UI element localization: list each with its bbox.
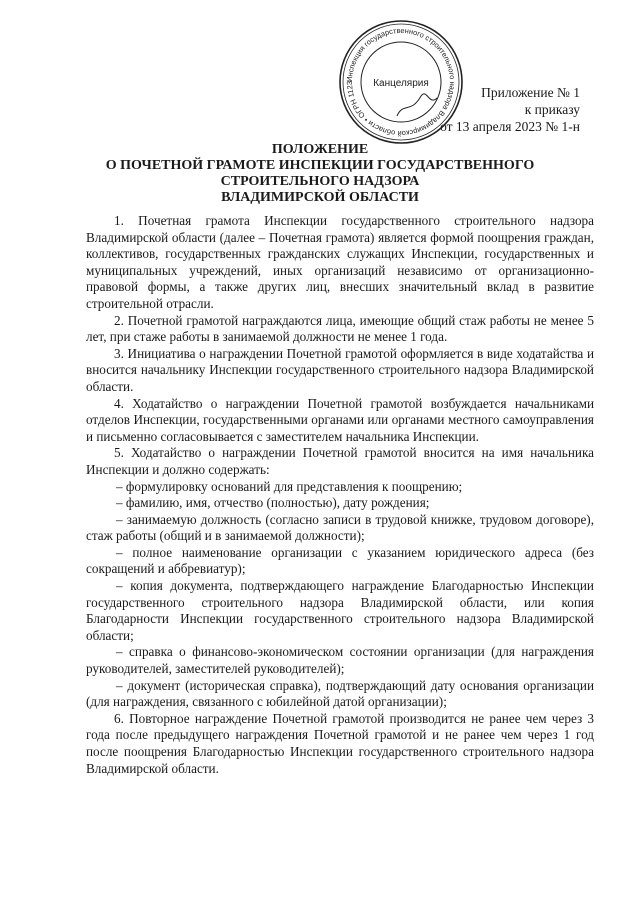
paragraph-6: 6. Повторное награждение Почетной грамотой производится не ранее чем через 3 года после предыдущего награждения Почетной грамотой и не ранее чем через 1 год после поощрения Благодарностью Инспекции государственного строительного надзора Владимирской области.: [86, 710, 594, 776]
list-item: – копия документа, подтверждающего награждение Благодарностью Инспекции государственного строительного надзора Владимирской области, или копия Благодарности Инспекции государственного строительного надзора Владимирской области;: [86, 578, 594, 643]
paragraph-5: 5. Ходатайство о награждении Почетной грамотой вносится на имя начальника Инспекции и должно содержать:: [86, 445, 594, 477]
list-item: – фамилию, имя, отчество (полностью), дату рождения;: [116, 495, 430, 511]
list-item: – документ (историческая справка), подтверждающий дату основания организации (для награждения, связанного с юбилейной датой организации);: [86, 677, 594, 710]
paragraph-3: 3. Инициатива о награждении Почетной грамотой оформляется в виде ходатайства и вносится начальнику Инспекции государственного строительного надзора Владимирской области.: [86, 345, 594, 394]
appendix-line-3: от 13 апреля 2023 № 1-н: [440, 119, 580, 134]
stamp-ring-text: Инспекция государственного строительного надзора Владимирской области • ОГРН 1123: [344, 25, 458, 139]
title-line-1: ПОЛОЖЕНИЕ: [271, 142, 369, 157]
document-body: [86, 213, 594, 777]
document-title: [70, 142, 570, 206]
signature-icon: [397, 94, 437, 116]
paragraph-1: 1. Почетная грамота Инспекции государственного строительного надзора Владимирской области (далее – Почетная грамота) является формой поощрения граждан, коллективов, государственных гражданских служащих Инспекции, государственных и муниципальных учреждений, иных организаций независимо от организационно-правовой формы, а также других лиц, внесших значительный вклад в развитие строительной отрасли.: [86, 213, 594, 311]
paragraph-4: 4. Ходатайство о награждении Почетной грамотой возбуждается начальниками отделов Инспекции, государственными органами или органами местного самоуправления и письменно согласовывается с заместителем начальника Инспекции.: [86, 395, 594, 444]
paragraph-2: 2. Почетной грамотой награждаются лица, имеющие общий стаж работы не менее 5 лет, при стаже работы в занимаемой должности не менее 1 года.: [86, 312, 594, 345]
list-item: – полное наименование организации с указанием юридического адреса (без сокращений и аббревиатур);: [86, 544, 594, 577]
list-item: – занимаемую должность (согласно записи в трудовой книжке, трудовом договоре), стаж работы (общий и в занимаемой должности);: [86, 511, 594, 544]
appendix-note: [440, 84, 580, 135]
appendix-line-1: Приложение № 1: [481, 85, 580, 100]
list-item: – формулировку оснований для представления к поощрению;: [116, 478, 463, 494]
stamp-center-label: Канцелярия: [373, 78, 429, 89]
title-line-4: ВЛАДИМИРСКОЙ ОБЛАСТИ: [221, 190, 419, 205]
list-item: – справка о финансово-экономическом состоянии организации (для награждения руководителей, заместителей руководителей);: [86, 644, 594, 677]
title-line-2: О ПОЧЕТНОЙ ГРАМОТЕ ИНСПЕКЦИИ ГОСУДАРСТВЕННОГО: [105, 158, 535, 173]
title-line-3: СТРОИТЕЛЬНОГО НАДЗОРА: [220, 174, 420, 189]
appendix-line-2: к приказу: [524, 102, 580, 117]
